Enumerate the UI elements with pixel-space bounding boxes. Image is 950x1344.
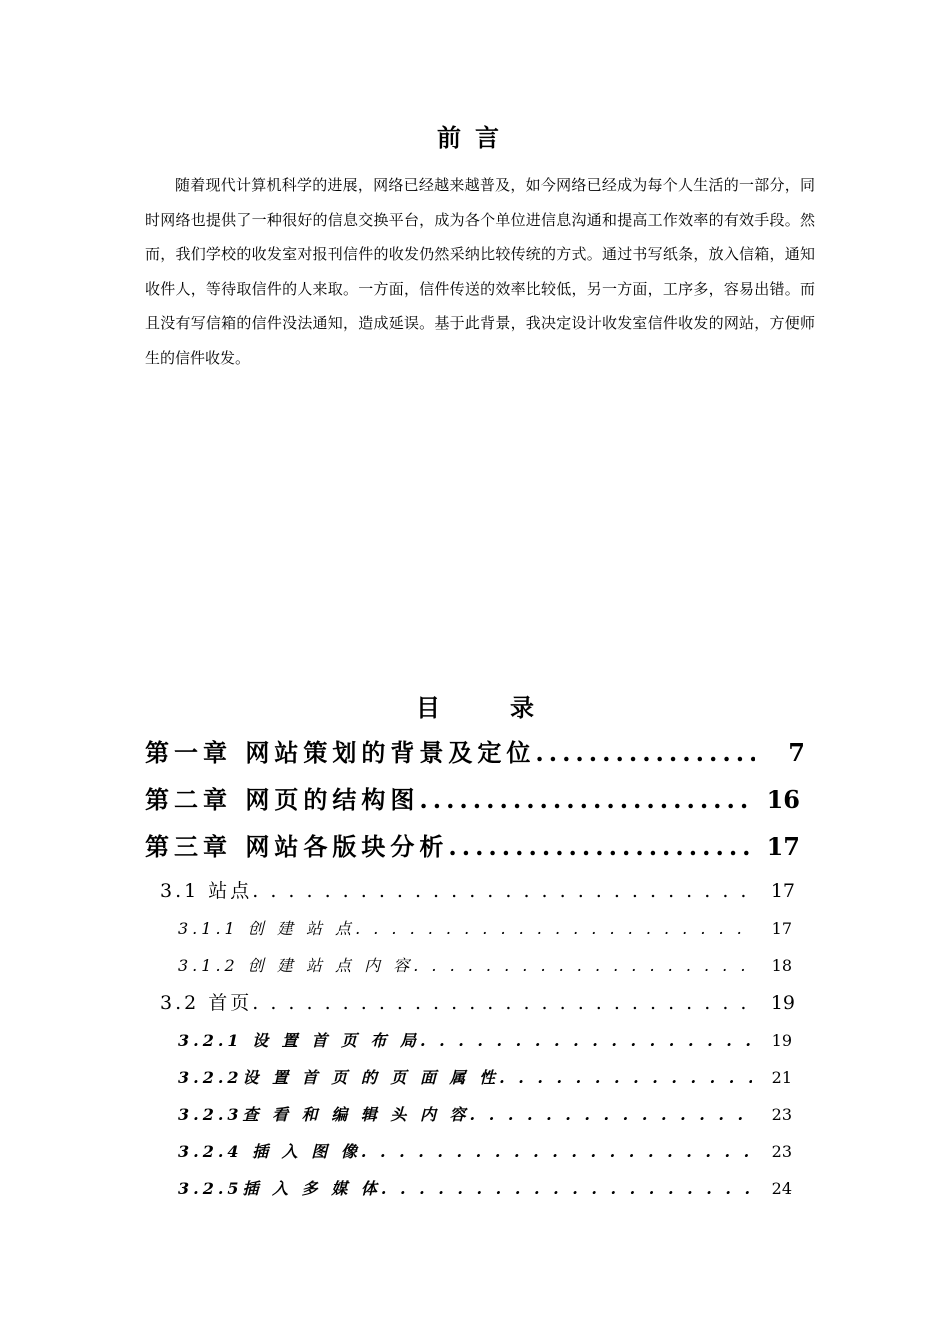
- toc-entry-label: 3.2.4 插 入 图 像: [178, 1142, 361, 1161]
- toc-entry-label: 第二章 网页的结构图: [145, 785, 420, 814]
- toc-entry-page: 23: [771, 1105, 792, 1124]
- toc-entry[interactable]: [178, 1139, 792, 1162]
- toc-entry[interactable]: [178, 1065, 792, 1088]
- toc-leader: [361, 1142, 752, 1161]
- toc-entry[interactable]: [160, 876, 795, 903]
- preface-body: [145, 168, 815, 375]
- toc-title-char-1: 目: [416, 693, 440, 722]
- toc-entry-label: 3.2.1 设 置 首 页 布 局: [178, 1031, 420, 1050]
- toc-leader: [381, 1179, 752, 1198]
- toc-entry-page: 19: [770, 992, 795, 1014]
- toc-entry-label: 3.1 站点: [160, 880, 253, 902]
- toc-entry-label: 第三章 网站各版块分析: [145, 832, 449, 861]
- toc-leader: [470, 1105, 752, 1124]
- toc-entry[interactable]: [178, 953, 792, 976]
- toc-entry-label: 3.2.5插 入 多 媒 体: [178, 1179, 381, 1198]
- toc-entry-page: 23: [771, 1142, 792, 1161]
- toc-title-char-2: 录: [510, 693, 534, 722]
- toc-entry-page: 16: [766, 785, 800, 814]
- toc-leader: [499, 1068, 752, 1087]
- toc-entry-label: 3.1.1 创 建 站 点: [178, 919, 356, 938]
- toc-entry-page: 21: [771, 1068, 792, 1087]
- toc-entry[interactable]: [145, 827, 800, 862]
- toc-leader: [355, 919, 752, 938]
- toc-entry-page: 19: [771, 1031, 792, 1050]
- toc-entry-label: 3.1.2 创 建 站 点 内 容: [178, 956, 414, 975]
- toc-entry-label: 第一章 网站策划的背景及定位: [145, 738, 536, 767]
- toc-title: [0, 688, 950, 723]
- toc-entry-label: 3.2.2设 置 首 页 的 页 面 属 性: [178, 1068, 500, 1087]
- toc-entry[interactable]: [145, 780, 800, 815]
- toc-leader: [420, 1031, 752, 1050]
- toc-entry-label: 3.2 首页: [160, 992, 253, 1014]
- toc-entry[interactable]: [178, 1176, 792, 1199]
- toc-entry[interactable]: [145, 733, 805, 768]
- toc-leader: [252, 880, 750, 902]
- toc-entry[interactable]: [160, 988, 795, 1015]
- toc-entry-page: 18: [771, 956, 792, 975]
- preface-title: 前言: [437, 123, 513, 152]
- toc-leader: [252, 992, 750, 1014]
- toc-entry-label: 3.2.3查 看 和 编 辑 头 内 容: [178, 1105, 470, 1124]
- toc-entry[interactable]: [178, 1028, 792, 1051]
- toc-entry-page: 24: [771, 1179, 792, 1198]
- toc-entry-page: 7: [788, 738, 805, 767]
- toc-entry-page: 17: [766, 832, 800, 861]
- toc-entry[interactable]: [178, 1102, 792, 1125]
- toc-entry[interactable]: [178, 916, 792, 939]
- toc-leader: [419, 785, 750, 814]
- toc-entry-page: 17: [770, 880, 795, 902]
- toc-leader: [448, 832, 750, 861]
- toc-leader: [535, 738, 755, 767]
- toc-entry-page: 17: [771, 919, 792, 938]
- toc-leader: [413, 956, 752, 975]
- preface-paragraph: 随着现代计算机科学的进展，网络已经越来越普及，如今网络已经成为每个人生活的一部分，同时网络也提供了一种很好的信息交换平台，成为各个单位进信息沟通和提高工作效率的有效手段。然而，我们学校的收发室对报刊信件的收发仍然采纳比较传统的方式。通过书写纸条，放入信箱，通知收件人，等待取信件的人来取。一方面，信件传送的效率比较低，另一方面，工序多，容易出错。而且没有写信箱的信件没法通知，造成延误。基于此背景，我决定设计收发室信件收发的网站，方便师生的信件收发。: [145, 176, 815, 367]
